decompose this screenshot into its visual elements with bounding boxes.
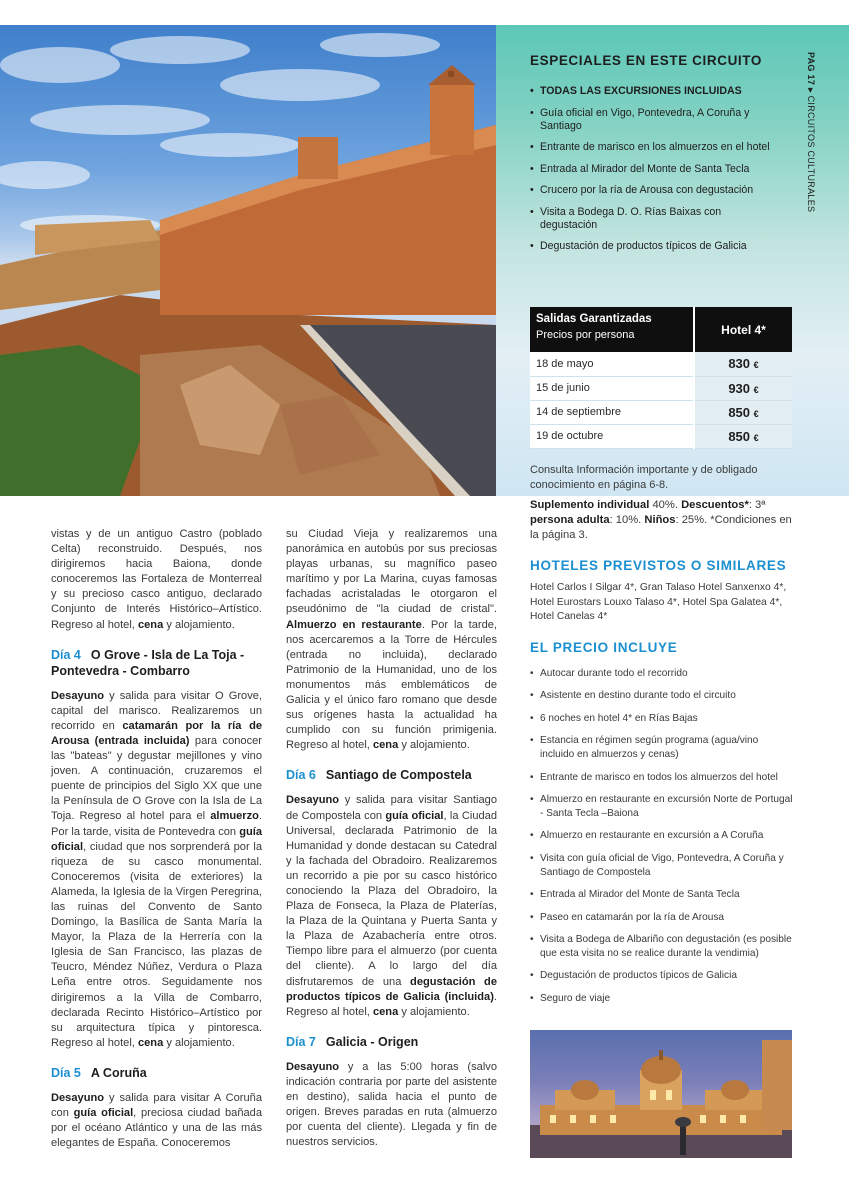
day-title: Galicia - Origen [325,1034,419,1049]
incluye-item: • Autocar durante todo el recorrido [530,667,795,681]
incluye-item: • Entrada al Mirador del Monte de Santa Tecla [530,888,795,902]
incluye-item: • Almuerzo en restaurante en excursión a A Coruña [530,829,795,843]
incluye-title: EL PRECIO INCLUYE [530,640,678,655]
day-title: Santiago de Compostela [325,768,472,783]
especiales-item: • Crucero por la ría de Arousa con degustación [530,184,780,197]
especiales-item: • Entrada al Mirador del Monte de Santa Tecla [530,163,780,176]
hoteles-title: HOTELES PREVISTOS O SIMILARES [530,558,787,573]
day5-continuation: su Ciudad Vieja y realizaremos una panorámica en autobús por sus preciosas playas urbanas, su magnífico paseo marítimo y por La Marina, cuyas famosas fachadas acristaladas le otorgaron el pseudónimo de "la ciudad de cristal". Almuerzo en restaurante. Por la tarde, nos acercaremos a la Torre de Hércules (entrada no incluida), declarado Patrimonio de la Humanidad, uno de los monumentos más emblemáticos de Galicia y el único faro romano que desde sus orígenes hasta la actualidad ha cumplido con su función primigenia. Regreso al hotel, cena y alojamiento. [286,528,497,752]
price-value: 850 [728,404,751,420]
day-number: Día 7 [286,1034,316,1049]
day-number: Día 5 [51,1065,81,1080]
table-row [530,352,792,376]
price-value: 930 [728,380,751,396]
incluye-item: • Estancia en régimen según programa (agua/vino incluido en almuerzos y cenas) [530,734,795,762]
day-description: Desayuno y salida para visitar O Grove, capital del marisco. Realizaremos un recorrido en catamarán por la ría de Arousa (entrada incluida) para conocer las "bateas" y degustar mejillones y vino joven. A continuación, cruzaremos el puente de principios del Siglo XX que une la Península de O Grove con la Isla de La Toja. Regreso al hotel para el almuerzo. Por la tarde, visita de Pontevedra con guía oficial, ciudad que nos sorprenderá por la riqueza de su casco monumental. Conoceremos (visita de exteriores) la Alameda, la Iglesia de la Virgen Peregrina, las ruinas del Convento de Santo Domingo, la Basílica de Santa María la Mayor, la Plaza de la Herrería con la Iglesia de San Francisco, las plazas de Teucro, Méndez Núñez, Verdura o Plaza Leña entre otros. Seguidamente nos dirigiremos a la Villa de Combarro, declarada Recinto Histórico–Artístico por su arquitectura típica y pintoresca. Regreso al hotel, cena y alojamiento. [51,689,263,1049]
day-heading [286,767,497,783]
price-table-subtitle: Precios por persona [536,329,635,341]
especiales-item: • Degustación de productos típicos de Galicia [530,240,780,253]
day-heading [286,1034,497,1050]
incluye-item: • Entrante de marisco en todos los almuerzos del hotel [530,771,795,785]
page-number: PAG 17 [806,52,816,86]
price-cell [694,376,792,400]
departure-date: 19 de octubre [530,424,694,448]
currency: € [753,360,759,371]
day-heading [51,1065,262,1081]
especiales-list [530,85,780,262]
currency: € [753,384,759,395]
itinerary-column-1 [51,527,262,1151]
fortress-illustration [0,25,496,496]
section-name: CIRCUITOS CULTURALES [806,95,816,213]
day-description: Desayuno y salida para visitar Santiago de Compostela con guía oficial, la Ciudad Universal, declarada Patrimonio de la Humanidad y donde destacan su Catedral y la fachada del Obradoiro. Realizaremos un recorrido a pie por su casco histórico conociendo la Plaza del Obradoiro, la Plaza de Fonseca, la Plaza de Platerías, la Plaza de la Quintana y Puerta Santa y la Plaza de Azabachería entre otros. Tiempo libre para el almuerzo (por cuenta del cliente). A lo largo del día disfrutaremos de una degustación de productos típicos de Galicia (incluida). Regreso al hotel, cena y alojamiento. [286,794,497,1018]
departure-date: 15 de junio [530,376,694,400]
price-value: 830 [728,356,751,372]
departure-date: 14 de septiembre [530,400,694,424]
especiales-title: ESPECIALES EN ESTE CIRCUITO [530,53,762,68]
day-number: Día 4 [51,647,81,662]
currency: € [753,408,759,419]
price-cell [694,424,792,448]
price-cell [694,400,792,424]
hero-photo-fortress [0,25,496,496]
day-description: Desayuno y salida para visitar A Coruña con guía oficial, preciosa ciudad bañada por el océano Atlántico y una de las más elegantes de España. Conoceremos [51,1091,262,1150]
incluye-item: • Almuerzo en restaurante en excursión Norte de Portugal - Santa Tecla –Baiona [530,793,795,821]
price-value: 850 [728,428,751,444]
page-section-label [802,52,816,222]
day-number: Día 6 [286,768,316,783]
especiales-item: • TODAS LAS EXCURSIONES INCLUIDAS [530,85,780,98]
incluye-item: • Asistente en destino durante todo el circuito [530,689,795,703]
especiales-item: • Entrante de marisco en los almuerzos en el hotel [530,141,780,154]
incluye-item: • Paseo en catamarán por la ría de Arousa [530,911,795,925]
incluye-item: • Degustación de productos típicos de Galicia [530,969,795,983]
price-cell [694,352,792,376]
incluye-list [530,667,795,1014]
incluye-item: • Seguro de viaje [530,992,795,1006]
city-hall-illustration [530,1030,792,1158]
departure-date: 18 de mayo [530,352,694,376]
day3-continuation: vistas y de un antiguo Castro (poblado Celta) reconstruido. Después, nos dirigiremos hacia Baiona, donde conoceremos las Fortaleza de Monterreal y su precioso casco antiguo, declarado Conjunto de Interés Histórico–Artístico. Regreso al hotel, cena y alojamiento. [51,528,262,631]
day-heading [51,647,262,679]
arrow-icon: ▸ [806,87,816,93]
especiales-item: • Guía oficial en Vigo, Pontevedra, A Coruña y Santiago [530,107,780,133]
price-table-title: Salidas Garantizadas [536,313,652,325]
table-row [530,400,792,424]
day-description: Desayuno y a las 5:00 horas (salvo indicación contraria por parte del asistente en destino), salida hacia el punto de origen. Breves paradas en ruta (almuerzo por cuenta del cliente). Llegada y fin de nuestros servicios. [286,1060,497,1149]
photo-city-hall [530,1030,792,1158]
table-row [530,376,792,400]
day-title: O Grove - Isla de La Toja - Pontevedra - Combarro [51,647,245,678]
supplements-note: Suplemento individual 40%. Descuentos*: 3ª persona adulta: 10%. Niños: 25%. *Condiciones en la página 3. [530,499,792,541]
day-title: A Coruña [90,1065,147,1080]
price-table-hotel-col: Hotel 4* [694,307,792,352]
price-table-header [530,307,694,352]
currency: € [753,432,759,443]
especiales-item: • Visita a Bodega D. O. Rías Baixas con degustación [530,206,780,232]
price-table [530,307,792,449]
incluye-item: • 6 noches en hotel 4* en Rías Bajas [530,712,795,726]
consult-note: Consulta Información importante y de obligado conocimiento en página 6-8. [530,464,758,491]
table-row [530,424,792,448]
incluye-item: • Visita con guía oficial de Vigo, Pontevedra, A Coruña y Santiago de Compostela [530,852,795,880]
itinerary-column-2 [286,527,497,1150]
incluye-item: • Visita a Bodega de Albariño con degustación (es posible que esta visita no se realice durante la vendimia) [530,933,795,961]
hoteles-list: Hotel Carlos I Silgar 4*, Gran Talaso Hotel Sanxenxo 4*, Hotel Eurostars Louxo Talaso 4*, Hotel Spa Galatea 4*, Hotel Canelas 4* [530,582,787,622]
